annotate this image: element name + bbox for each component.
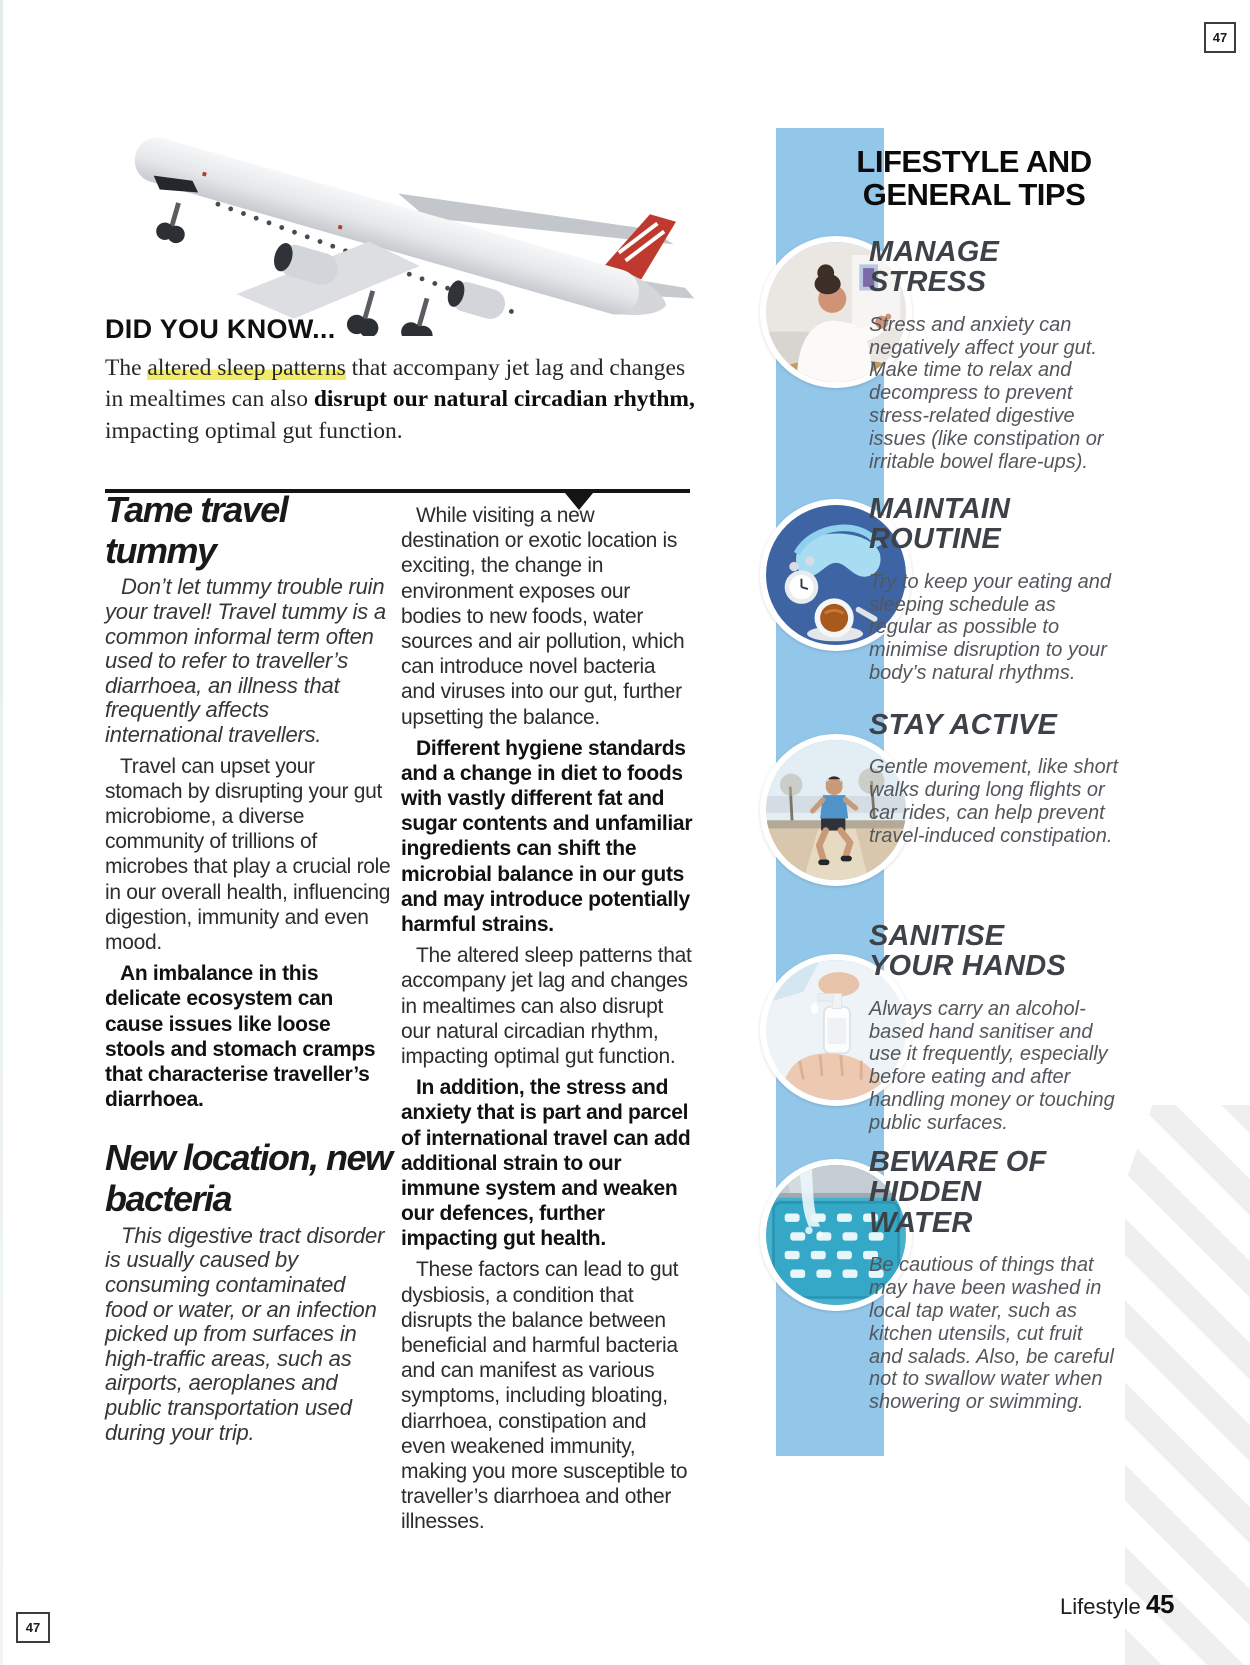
did-you-know-text: The altered sleep patterns that accompany jet lag and changes in mealtimes can also disrupt our natural circadian rhythm, impacting optimal gut function.: [105, 355, 695, 444]
tip-title: STAY ACTIVE: [869, 709, 1058, 741]
tip-body: Be cautious of things that may have been washed in local tap water, such as kitchen utensils, cut fruit and salads. Also, be careful not to swallow water when showering or swimming.: [869, 1254, 1114, 1414]
tip-title: MAINTAIN ROUTINE: [869, 493, 1011, 556]
page-ref-tag-top: [1204, 22, 1236, 53]
body-paragraph-bold: Different hygiene standards and a change in diet to foods with vastly different fat and sugar contents and unfamiliar ingredients can shift the microbial balance in our guts and may introduce potentially harmful strains.: [401, 736, 693, 936]
body-paragraph: While visiting a new destination or exotic location is exciting, the change in environment exposes our bodies to new foods, water sources and air pollution, which can introduce novel bacteria and viruses into our gut, further upsetting the balance.: [401, 504, 685, 729]
tip-title: BEWARE OF HIDDEN WATER: [869, 1146, 1047, 1239]
body-paragraph: These factors can lead to gut dysbiosis, a condition that disrupts the balance between beneficial and harmful bacteria and can manifest as various symptoms, including bloating, diarrhoea, constipation and even weakened immunity, making you more susceptible to traveller’s diarrhoea and other illnesses.: [401, 1258, 688, 1534]
body-paragraph-bold: In addition, the stress and anxiety that is part and parcel of international travel can add additional strain to our immune system and weaken our defences, further impacting gut health.: [401, 1076, 691, 1251]
footer-page-number: 45: [1146, 1589, 1174, 1619]
tip-body: Gentle movement, like short walks during long flights or car rides, can help prevent travel-induced constipation.: [869, 756, 1118, 847]
body-paragraph-bold: An imbalance in this delicate ecosystem can cause issues like loose stools and stomach cramps that characterise traveller’s diarrhoea.: [105, 962, 376, 1112]
section-heading-tame-travel-tummy: Tame travel tummy: [105, 489, 288, 571]
highlighted-text: altered sleep patterns: [147, 355, 346, 381]
section-heading-new-location: New location, new bacteria: [105, 1137, 392, 1220]
page-ref-tag-bottom: [16, 1612, 50, 1643]
lead-paragraph: Don’t let tummy trouble ruin your travel! Travel tummy is a common informal term often used to refer to traveller’s diarrhoea, an illness that frequently affects international travellers.: [105, 574, 386, 748]
did-you-know-box: [105, 314, 705, 447]
tip-stay-active: [869, 710, 1119, 848]
did-you-know-title: DID YOU KNOW...: [105, 314, 336, 344]
tip-maintain-routine: [869, 494, 1119, 685]
tip-beware-of-hidden-water: [869, 1147, 1119, 1414]
tip-body: Try to keep your eating and sleeping schedule as regular as possible to minimise disruption to your body’s natural rhythms.: [869, 570, 1111, 685]
lead-paragraph: This digestive tract disorder is usually caused by consuming contaminated food or water, or an infection picked up from surfaces in high-traffic areas, such as airports, aeroplanes and public transportation used during your trip.: [105, 1222, 385, 1445]
tip-title: SANITISE YOUR HANDS: [869, 920, 1066, 983]
sidebar-title: LIFESTYLE AND GENERAL TIPS: [856, 144, 1092, 212]
tip-body: Stress and anxiety can negatively affect your gut. Make time to relax and decompress to prevent stress-related digestive issues (like constipation or irritable bowel flare-ups).: [869, 313, 1104, 473]
page-ref-number: 47: [1212, 30, 1228, 45]
footer-section-label: Lifestyle: [1060, 1594, 1141, 1619]
tip-manage-stress: [869, 237, 1119, 473]
body-paragraph: The altered sleep patterns that accompany jet lag and changes in mealtimes can also disrupt our natural circadian rhythm, impacting optimal gut function.: [401, 944, 692, 1068]
body-paragraph: Travel can upset your stomach by disrupting your gut microbiome, a diverse community of trillions of microbes that play a crucial role in our overall health, influencing digestion, immunity and even mood.: [105, 754, 391, 955]
tip-sanitise-your-hands: [869, 921, 1119, 1135]
page-ref-number: 47: [25, 1620, 41, 1635]
article-middle-column: [401, 503, 694, 1535]
diagonal-stripes-decoration: [1125, 1105, 1250, 1665]
airplane-photo: [105, 36, 760, 336]
page-edge: [0, 0, 3, 1665]
article-left-column: [105, 490, 392, 1445]
tip-title: MANAGE STRESS: [869, 236, 1000, 299]
tip-body: Always carry an alcohol-based hand sanitiser and use it frequently, especially before eating and after handling money or touching public surfaces.: [869, 997, 1115, 1134]
